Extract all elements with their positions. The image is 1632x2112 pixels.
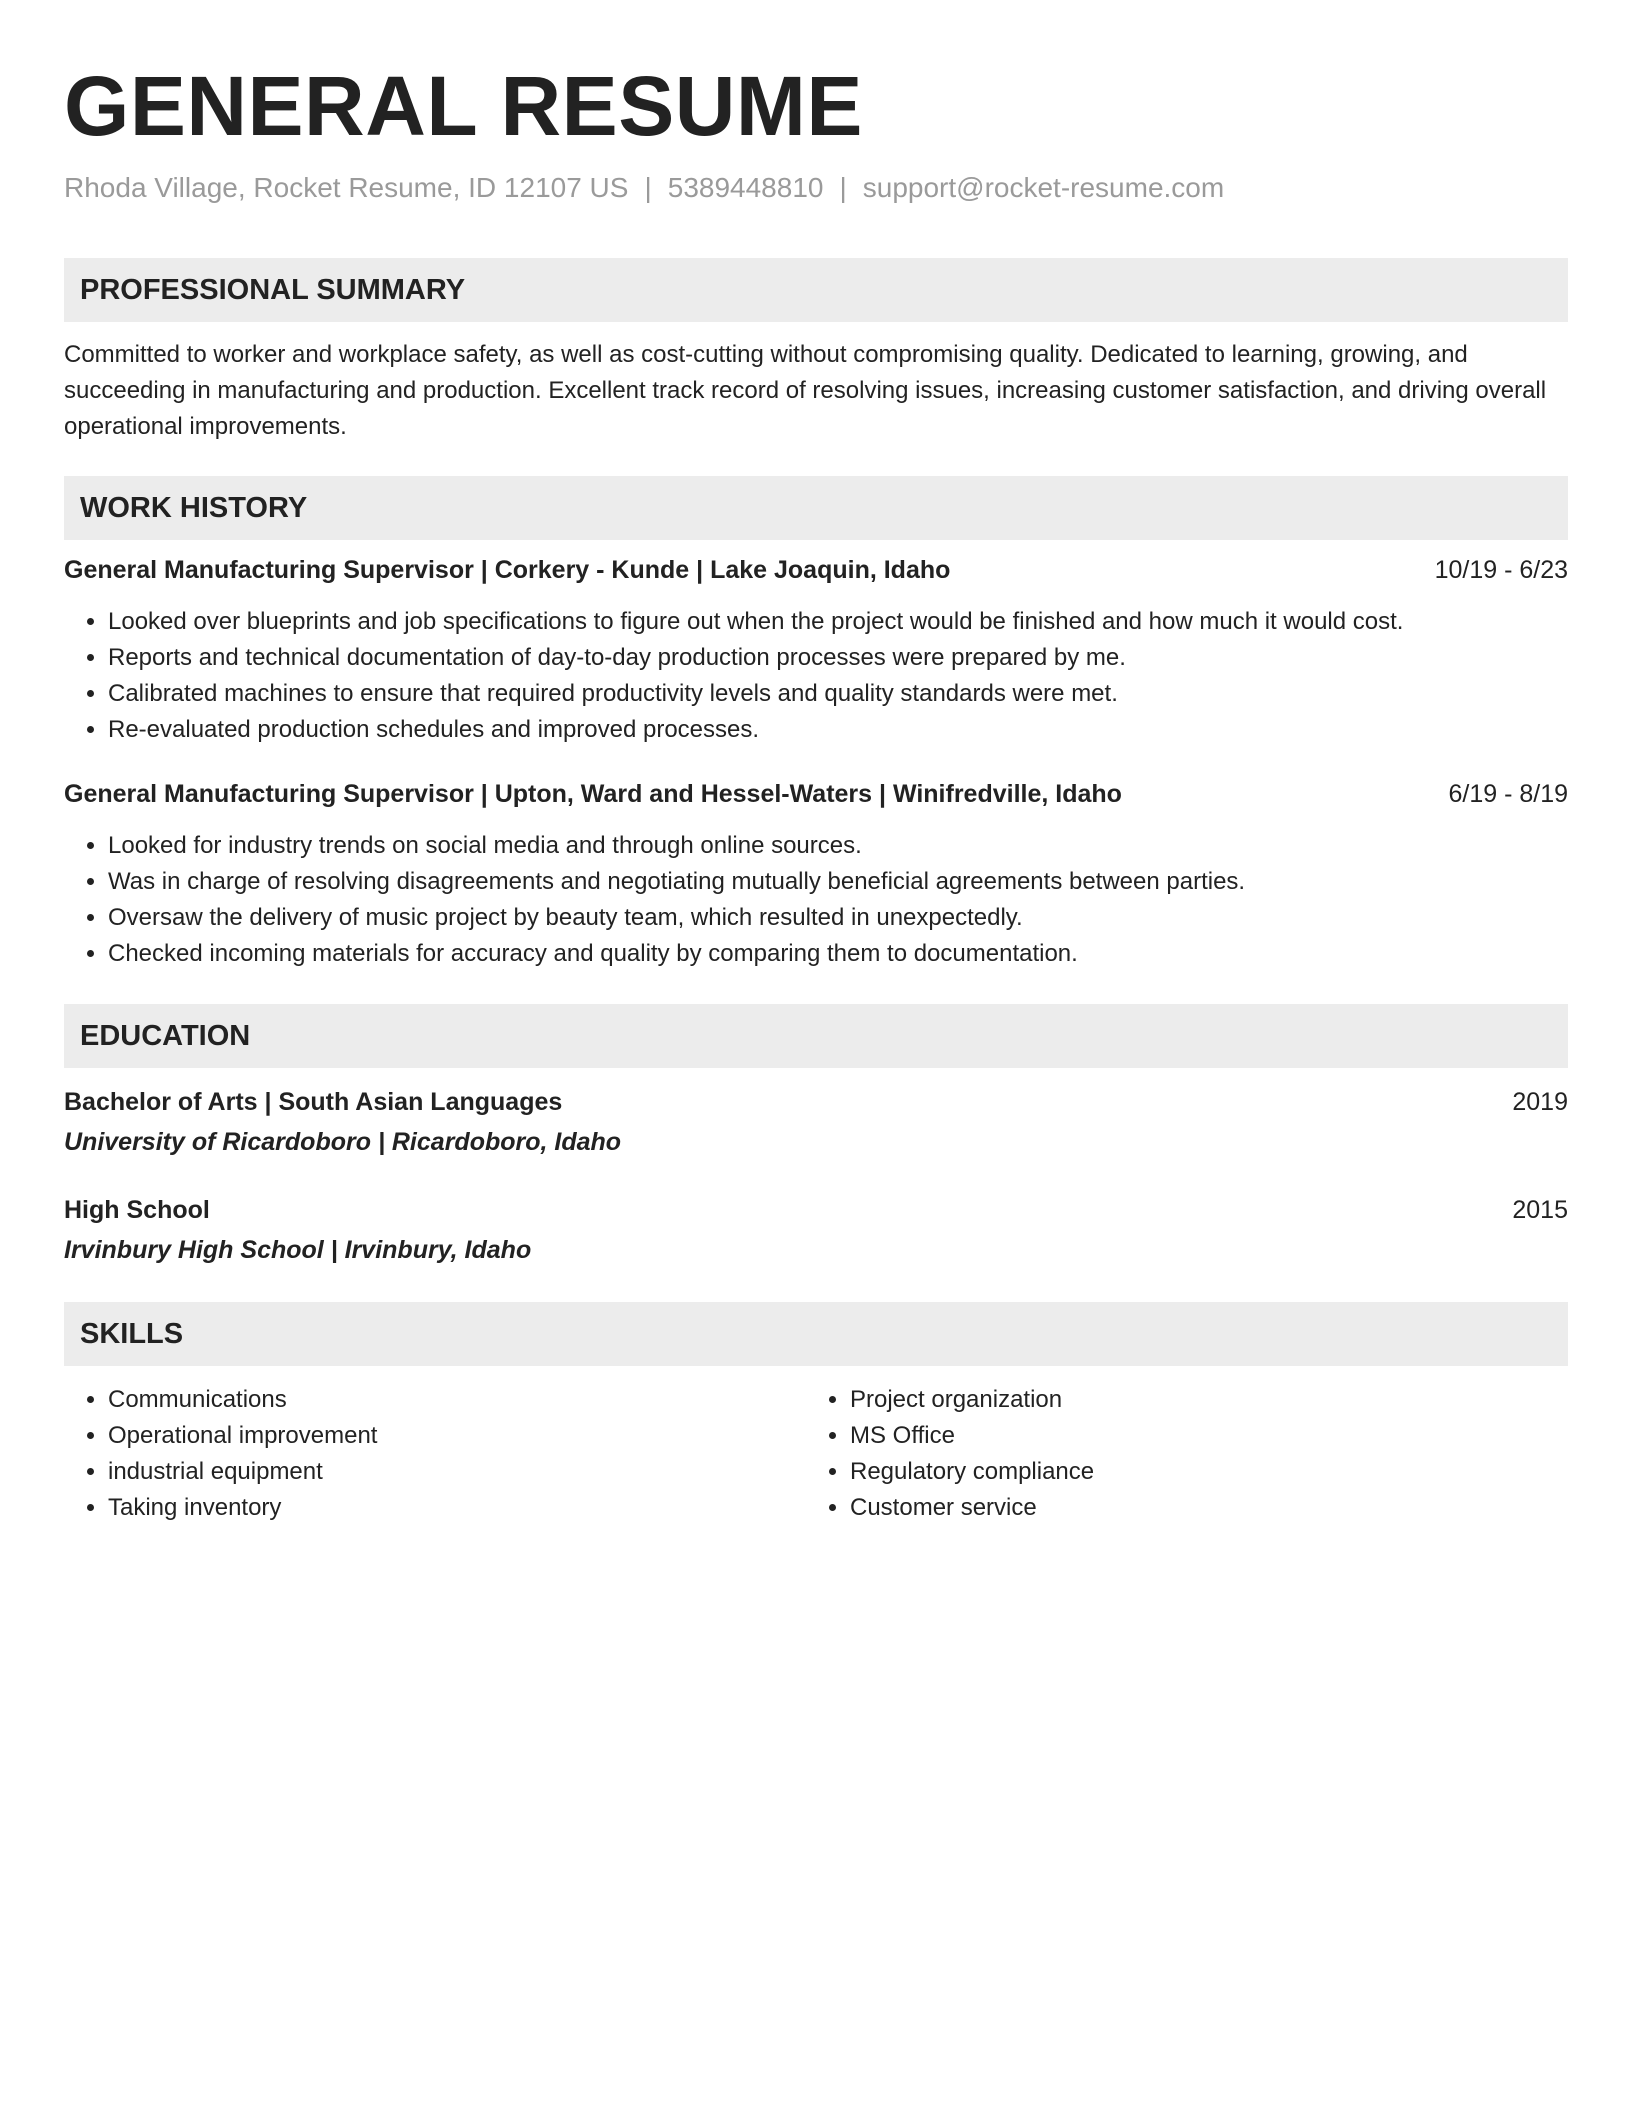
skills-column-left <box>64 1382 806 1526</box>
job-title: General Manufacturing Supervisor | Upton, Ward and Hessel-Waters | Winifredville, Idaho <box>64 780 1122 808</box>
job-entry-header <box>64 776 1568 812</box>
education-degree: High School <box>64 1196 210 1224</box>
contact-separator: | <box>644 172 652 203</box>
skills-list <box>806 1382 1548 1526</box>
contact-address: Rhoda Village, Rocket Resume, ID 12107 US <box>64 172 629 203</box>
skill-item: • Regulatory compliance <box>850 1454 1548 1490</box>
skills-grid <box>64 1382 1568 1526</box>
education-year: 2019 <box>1512 1088 1568 1116</box>
contact-phone: 5389448810 <box>667 172 824 203</box>
job-bullet: • Checked incoming materials for accuracy and quality by comparing them to documentation. <box>108 936 1568 972</box>
skill-item: • Taking inventory <box>108 1490 806 1526</box>
contact-email: support@rocket-resume.com <box>862 172 1225 203</box>
education-year: 2015 <box>1512 1196 1568 1224</box>
resume-page <box>64 0 1568 1526</box>
summary-text: Committed to worker and workplace safety, as well as cost-cutting without compromising quality. Dedicated to learning, growing, and succeeding in manufacturing and production. Excellent track record of resolving issues, increasing customer satisfaction, and driving overall operational improvements. <box>64 341 1547 440</box>
job-bullet: • Re-evaluated production schedules and improved processes. <box>108 712 1568 748</box>
job-bullet: • Looked for industry trends on social media and through online sources. <box>108 828 1568 864</box>
job-bullet-list <box>64 604 1568 748</box>
contact-line <box>64 170 1568 206</box>
skill-item: • Customer service <box>850 1490 1548 1526</box>
job-bullet: • Calibrated machines to ensure that required productivity levels and quality standards were met. <box>108 676 1568 712</box>
section-header-education: EDUCATION <box>64 1004 1568 1068</box>
section-header-work-history: WORK HISTORY <box>64 476 1568 540</box>
skills-column-right <box>806 1382 1548 1526</box>
education-school: University of Ricardoboro | Ricardoboro, Idaho <box>64 1128 622 1156</box>
education-entry-header <box>64 1192 1568 1228</box>
contact-separator: | <box>839 172 847 203</box>
job-dates: 10/19 - 6/23 <box>1434 556 1568 584</box>
job-bullet: • Oversaw the delivery of music project by beauty team, which resulted in unexpectedly. <box>108 900 1568 936</box>
job-bullet: • Reports and technical documentation of day-to-day production processes were prepared by me. <box>108 640 1568 676</box>
resume-title: GENERAL RESUME <box>64 59 863 153</box>
education-degree: Bachelor of Arts | South Asian Languages <box>64 1088 563 1116</box>
job-title: General Manufacturing Supervisor | Corkery - Kunde | Lake Joaquin, Idaho <box>64 556 951 584</box>
job-entry-header <box>64 552 1568 588</box>
skill-item: • Project organization <box>850 1382 1548 1418</box>
skill-item: • Operational improvement <box>108 1418 806 1454</box>
skill-item: • Communications <box>108 1382 806 1418</box>
job-bullet: • Was in charge of resolving disagreements and negotiating mutually beneficial agreements between parties. <box>108 864 1568 900</box>
skill-item: • MS Office <box>850 1418 1548 1454</box>
section-header-skills: SKILLS <box>64 1302 1568 1366</box>
section-header-summary: PROFESSIONAL SUMMARY <box>64 258 1568 322</box>
skill-item: • industrial equipment <box>108 1454 806 1490</box>
education-entry-header <box>64 1084 1568 1120</box>
job-bullet: • Looked over blueprints and job specifications to figure out when the project would be finished and how much it would cost. <box>108 604 1568 640</box>
skills-list <box>64 1382 806 1526</box>
job-bullet-list <box>64 828 1568 972</box>
education-school: Irvinbury High School | Irvinbury, Idaho <box>64 1236 532 1264</box>
job-dates: 6/19 - 8/19 <box>1448 780 1568 808</box>
